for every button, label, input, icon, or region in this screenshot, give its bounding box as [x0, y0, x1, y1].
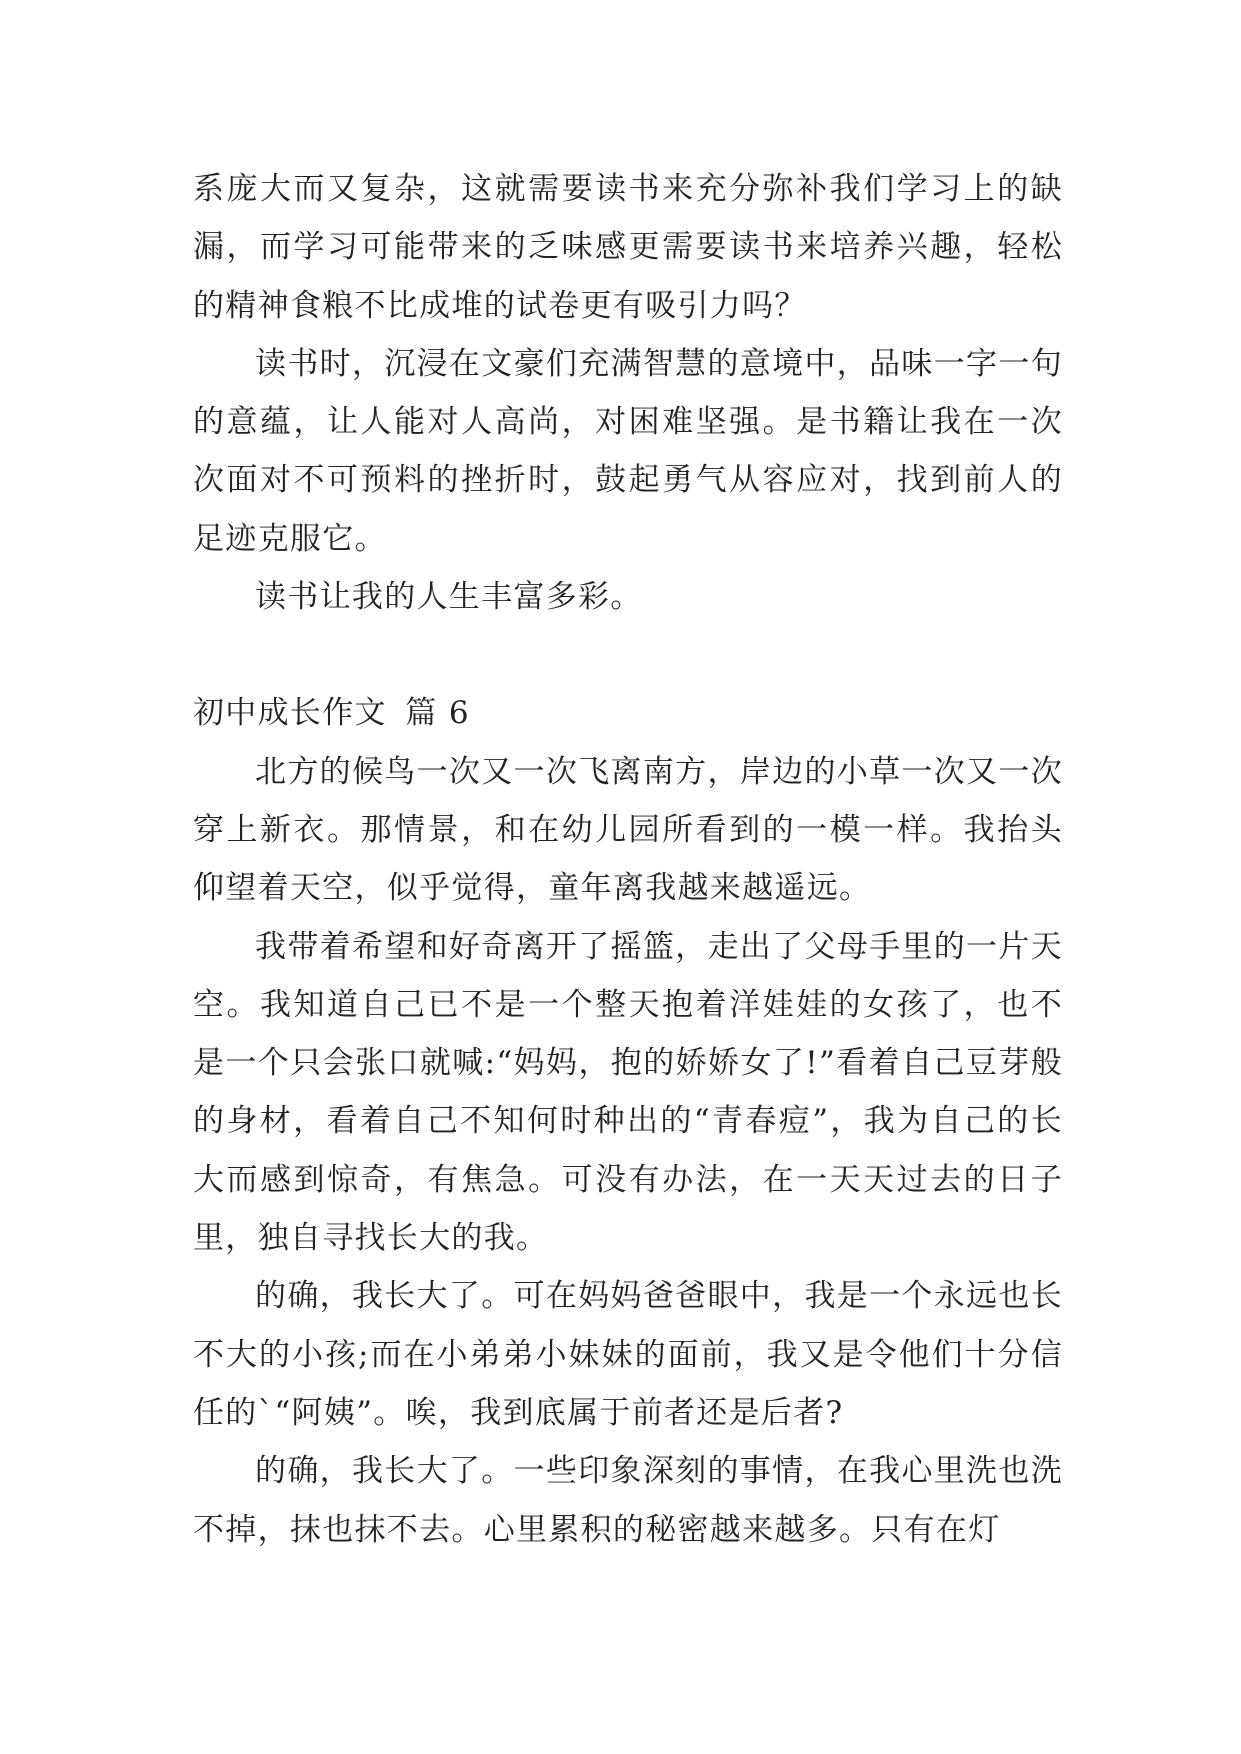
- paragraph: 我带着希望和好奇离开了摇篮，走出了父母手里的一片天空。我知道自己已不是一个整天抱着洋娃娃的女孩了，也不是一个只会张口就喊:“妈妈，抱的娇娇女了!”看着自己豆芽般的身材，看着自己不知何时种出的“青春痘”，我为自己的长大而感到惊奇，有焦急。可没有办法，在一天天过去的日子里，独自寻找长大的我。: [193, 928, 1063, 1257]
- paragraph: 读书时，沉浸在文豪们充满智慧的意境中，品味一字一句的意蕴，让人能对人高尚，对困难坚强。是书籍让我在一次次面对不可预料的挫折时，鼓起勇气从容应对，找到前人的足迹克服它。: [193, 345, 1063, 557]
- section-number: 篇 6: [405, 695, 470, 732]
- paragraph: 的确，我长大了。一些印象深刻的事情，在我心里洗也洗不掉，抹也抹不去。心里累积的秘密越来越多。只有在灯: [193, 1453, 1063, 1548]
- document-body: [193, 160, 1063, 1559]
- paragraph: 读书让我的人生丰富多彩。: [255, 579, 643, 616]
- paragraph: 的确，我长大了。可在妈妈爸爸眼中，我是一个永远也长不大的小孩;而在小弟弟小妹妹的面前，我又是令他们十分信任的`“阿姨”。唉，我到底属于前者还是后者?: [193, 1278, 1063, 1431]
- section-title: 初中成长作文: [193, 695, 387, 732]
- paragraph: 北方的候鸟一次又一次飞离南方，岸边的小草一次又一次穿上新衣。那情景，和在幼儿园所看到的一模一样。我抬头仰望着天空，似乎觉得，童年离我越来越遥远。: [193, 753, 1063, 907]
- paragraph-continued: 系庞大而又复杂，这就需要读书来充分弥补我们学习上的缺漏，而学习可能带来的乏味感更需要读书来培养兴趣，轻松的精神食粮不比成堆的试卷更有吸引力吗？: [193, 171, 1063, 324]
- section-heading: [193, 684, 1063, 742]
